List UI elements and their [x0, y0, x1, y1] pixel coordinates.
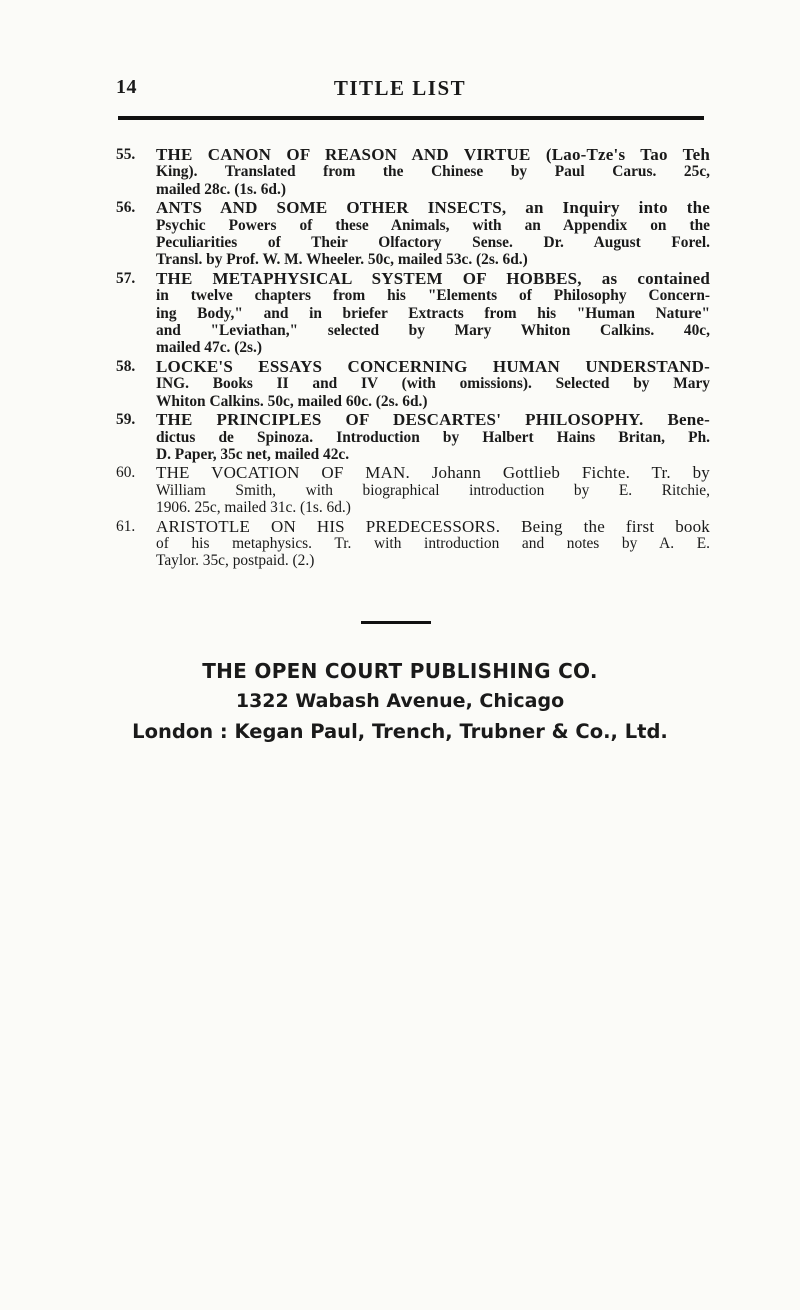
publisher-london-agent: London : Kegan Paul, Trench, Trubner & Co., Ltd. [132, 720, 668, 743]
entry-line: 1906. 25c, mailed 31c. (1s. 6d.) [156, 499, 351, 517]
list-entry-56 [116, 199, 710, 269]
publisher-imprint [0, 656, 800, 748]
publisher-address: 1322 Wabash Avenue, Chicago [235, 690, 565, 712]
entry-number: 59. [116, 411, 136, 429]
entry-line: Whiton Calkins. 50c, mailed 60c. (2s. 6d.) [156, 392, 428, 410]
publisher-name: THE OPEN COURT PUBLISHING CO. [202, 659, 598, 683]
entry-line: D. Paper, 35c net, mailed 42c. [156, 445, 350, 463]
page-title: TITLE LIST [333, 76, 467, 100]
entry-number: 60. [116, 464, 136, 482]
entry-line: and "Leviathan," selected by Mary Whiton Calkins. 40c, [156, 322, 710, 340]
entry-line: ing Body," and in briefer Extracts from his "Human Nature" [156, 304, 710, 322]
entry-line: mailed 28c. (1s. 6d.) [156, 180, 286, 198]
header-rule [118, 116, 704, 120]
entry-line: William Smith, with biographical introduction by E. Ritchie, [156, 481, 710, 499]
list-entry-60 [116, 464, 710, 516]
entry-line: King). Translated from the Chinese by Paul Carus. 25c, [156, 163, 710, 181]
entry-line: THE PRINCIPLES OF DESCARTES' PHILOSOPHY. Bene- [156, 410, 710, 430]
entry-line: ANTS AND SOME OTHER INSECTS, an Inquiry into the [156, 198, 710, 218]
list-entry-58 [116, 358, 710, 410]
entry-number: 58. [116, 357, 136, 375]
page-number: 14 [116, 76, 137, 98]
entry-number: 55. [116, 146, 136, 163]
entry-line: THE CANON OF REASON AND VIRTUE (Lao-Tze's Tao Teh [156, 145, 710, 164]
entry-line: Transl. by Prof. W. M. Wheeler. 50c, mailed 53c. (2s. 6d.) [156, 251, 528, 269]
entry-line: in twelve chapters from his "Elements of Philosophy Concern- [156, 287, 710, 305]
page-header [0, 76, 800, 106]
entry-number: 61. [116, 517, 136, 535]
entry-line: THE VOCATION OF MAN. Johann Gottlieb Fichte. Tr. by [156, 463, 710, 483]
section-divider [361, 621, 431, 624]
entry-line: Taylor. 35c, postpaid. (2.) [156, 552, 315, 570]
entry-number: 57. [116, 269, 136, 287]
entry-line: LOCKE'S ESSAYS CONCERNING HUMAN UNDERSTAND- [156, 356, 710, 376]
entry-line: ARISTOTLE ON HIS PREDECESSORS. Being the first book [156, 516, 710, 536]
list-entry-57 [116, 270, 710, 357]
title-list [116, 146, 710, 571]
list-entry-61 [116, 518, 710, 570]
entry-line: Psychic Powers of these Animals, with an Appendix on the [156, 216, 710, 234]
list-entry-59 [116, 411, 710, 463]
entry-number: 56. [116, 199, 136, 217]
entry-line: ING. Books II and IV (with omissions). Selected by Mary [156, 375, 710, 393]
entry-line: dictus de Spinoza. Introduction by Halbert Hains Britan, Ph. [156, 428, 710, 446]
entry-line: Peculiarities of Their Olfactory Sense. Dr. August Forel. [156, 234, 710, 252]
entry-line: of his metaphysics. Tr. with introduction and notes by A. E. [156, 534, 710, 552]
list-entry-55 [116, 146, 710, 198]
entry-line: mailed 47c. (2s.) [156, 339, 263, 357]
entry-line: THE METAPHYSICAL SYSTEM OF HOBBES, as contained [156, 268, 710, 288]
